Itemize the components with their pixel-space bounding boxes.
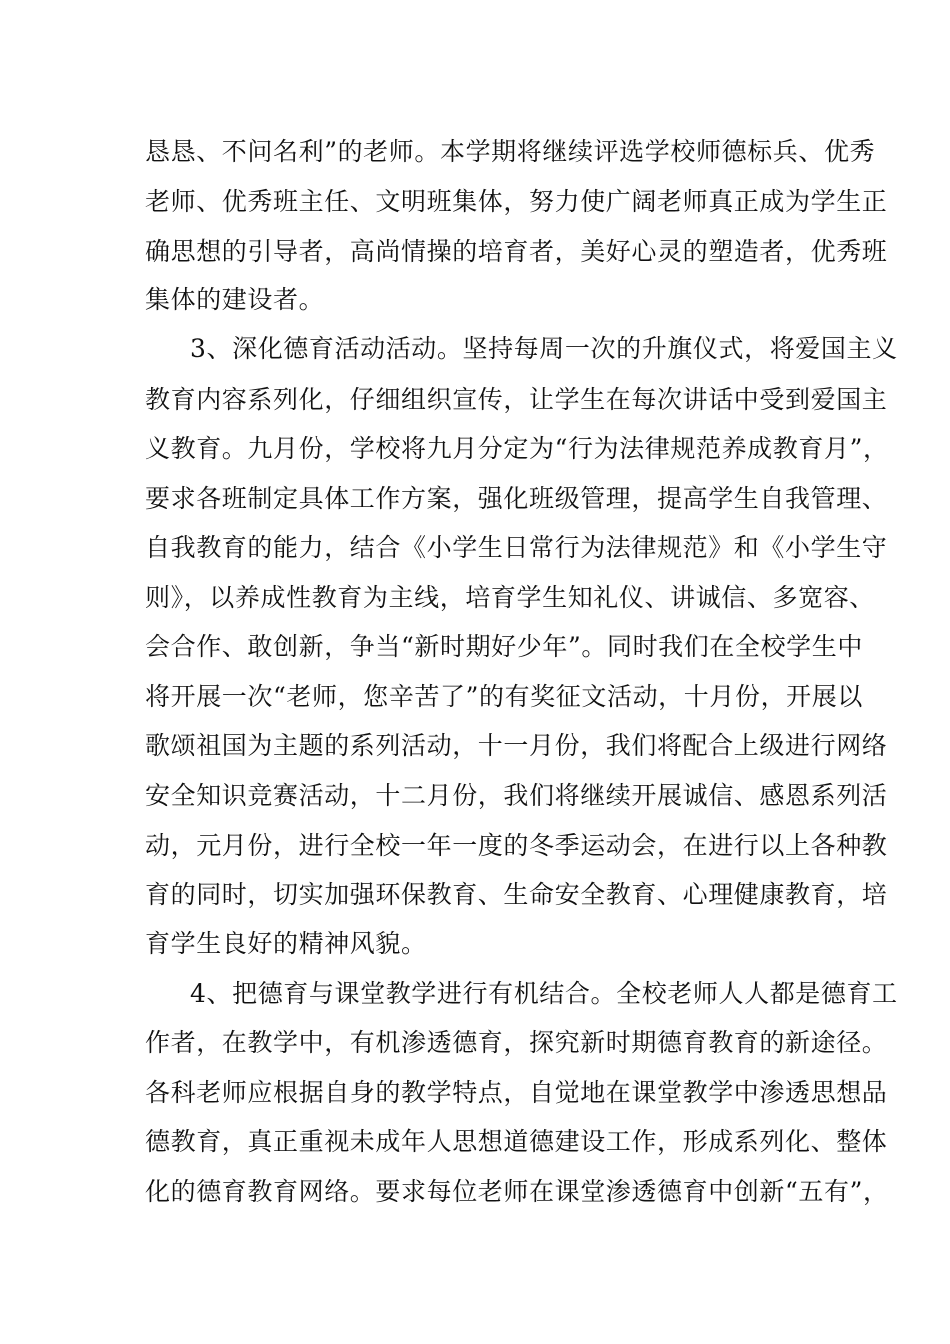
text-line: 育学生良好的精神风貌。 [145,929,427,958]
text-line: 育的同时，切实加强环保教育、生命安全教育、心理健康教育，培 [145,880,888,909]
text-line: 会合作、敢创新，争当“新时期好少年”。同时我们在全校学生中 [145,632,863,661]
text-line: 义教育。九月份，学校将九月分定为“行为法律规范养成教育月”， [145,434,889,463]
text-line: 4、把德育与课堂教学进行有机结合。全校老师人人都是德育工 [190,979,898,1008]
text-line: 各科老师应根据自身的教学特点，自觉地在课堂教学中渗透思想品 [145,1078,888,1107]
text-line: 将开展一次“老师，您辛苦了”的有奖征文活动，十月份，开展以 [145,682,863,711]
text-line: 则》，以养成性教育为主线，培育学生知礼仪、讲诚信、多宽容、 [145,583,875,612]
text-line: 确思想的引导者，高尚情操的培育者，美好心灵的塑造者，优秀班 [145,237,888,266]
text-line: 安全知识竞赛活动，十二月份，我们将继续开展诚信、感恩系列活 [145,781,888,810]
text-line: 教育内容系列化，仔细组织宣传，让学生在每次讲话中受到爱国主 [145,385,888,414]
text-line: 自我教育的能力，结合《小学生日常行为法律规范》和《小学生守 [145,533,888,562]
text-line: 老师、优秀班主任、文明班集体，努力使广阔老师真正成为学生正 [145,187,888,216]
text-line: 作者，在教学中，有机渗透德育，探究新时期德育教育的新途径。 [145,1028,888,1057]
text-line: 要求各班制定具体工作方案，强化班级管理，提高学生自我管理、 [145,484,888,513]
text-line: 集体的建设者。 [145,285,325,314]
text-line: 化的德育教育网络。要求每位老师在课堂渗透德育中创新“五有”， [145,1177,889,1206]
text-line: 歌颂祖国为主题的系列活动，十一月份，我们将配合上级进行网络 [145,731,888,760]
text-line: 动，元月份，进行全校一年一度的冬季运动会，在进行以上各种教 [145,831,888,860]
text-line: 恳恳、不问名利”的老师。本学期将继续评选学校师德标兵、优秀 [145,137,876,166]
text-line: 德教育，真正重视未成年人思想道德建设工作，形成系列化、整体 [145,1127,888,1156]
text-line: 3、深化德育活动活动。坚持每周一次的升旗仪式，将爱国主义 [190,334,898,363]
